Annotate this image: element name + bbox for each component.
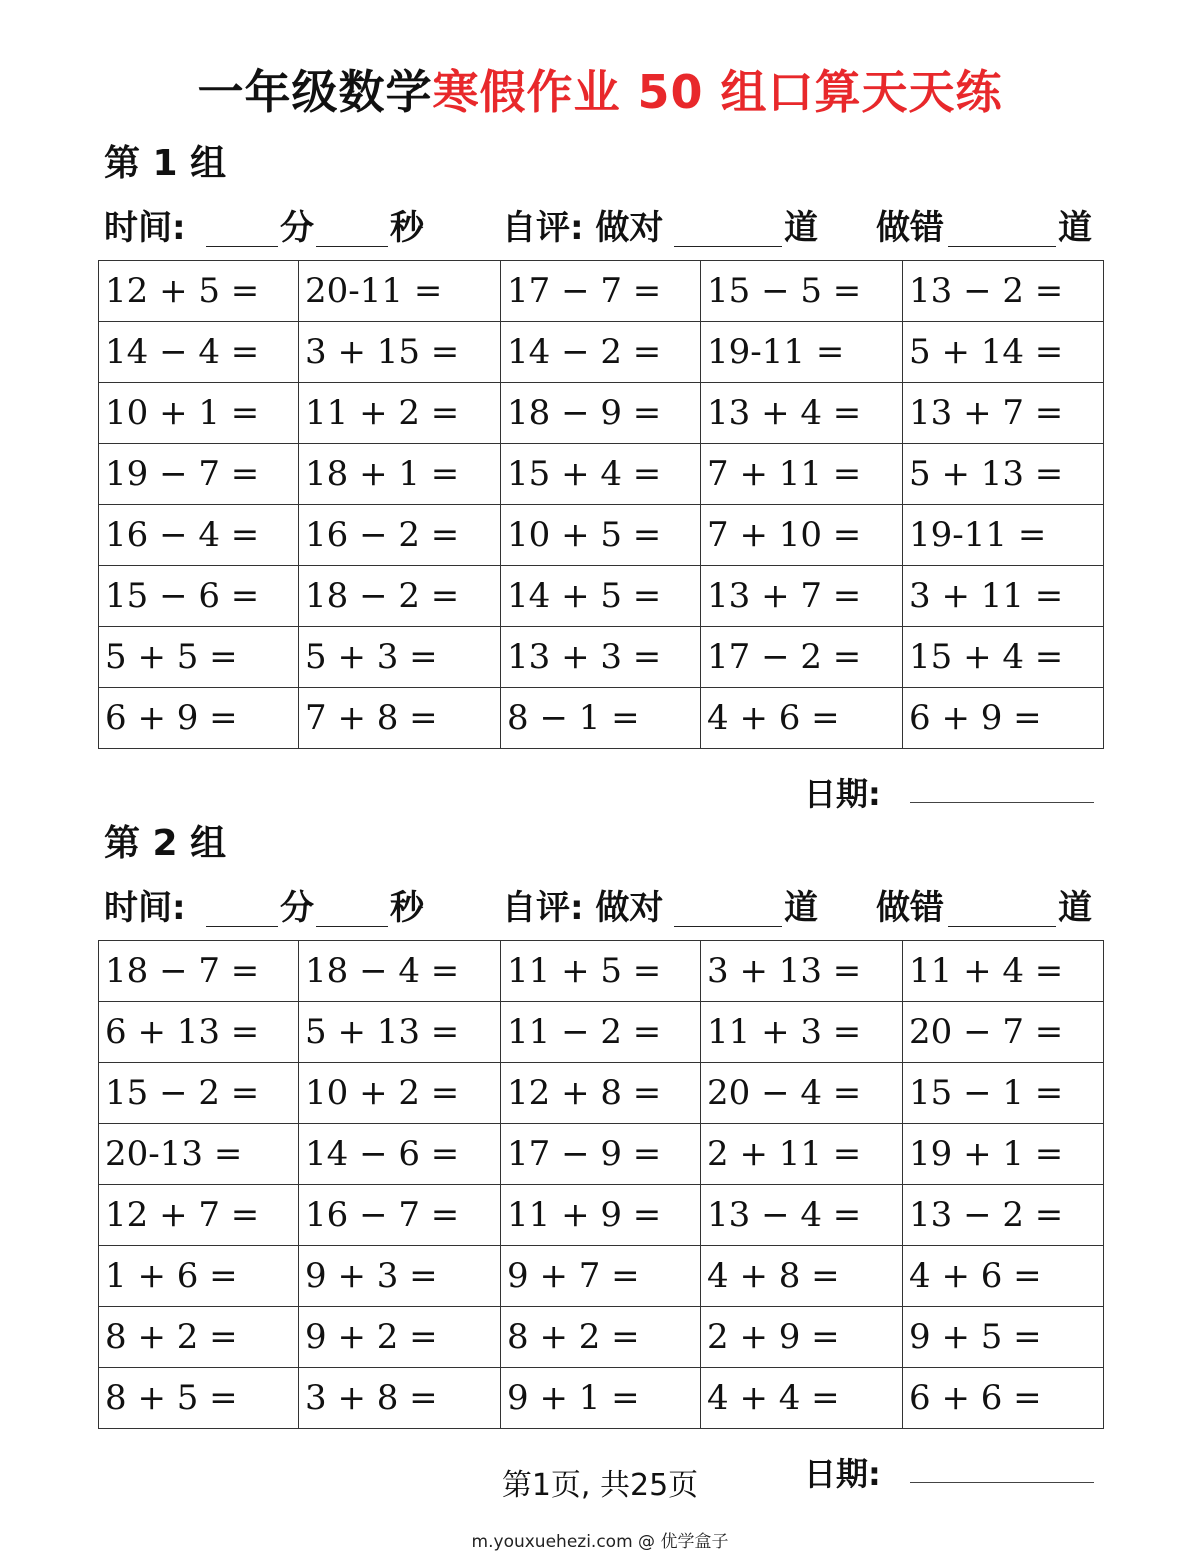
seconds-label: 秒 bbox=[390, 208, 424, 248]
correct-items-label: 道 bbox=[784, 208, 818, 248]
problem-cell[interactable]: 7 + 8 = bbox=[299, 688, 501, 749]
problem-cell[interactable]: 6 + 9 = bbox=[99, 688, 299, 749]
problem-cell[interactable]: 15 − 1 = bbox=[903, 1063, 1104, 1124]
correct-items-label: 道 bbox=[784, 888, 818, 928]
problem-cell[interactable]: 13 − 2 = bbox=[903, 261, 1104, 322]
problem-cell[interactable]: 11 + 4 = bbox=[903, 941, 1104, 1002]
watermark: m.youxuehezi.com @ 优学盒子 bbox=[471, 1532, 729, 1552]
problem-cell[interactable]: 12 + 7 = bbox=[99, 1185, 299, 1246]
self-eval-label: 自评: 做对 bbox=[502, 888, 664, 928]
info-row bbox=[104, 886, 1104, 930]
problem-cell[interactable]: 13 − 4 = bbox=[701, 1185, 903, 1246]
title-black-part: 一年级数学 bbox=[197, 65, 433, 119]
problem-cell[interactable]: 19 − 7 = bbox=[99, 444, 299, 505]
table-row bbox=[99, 1124, 1104, 1185]
problem-cell[interactable]: 12 + 8 = bbox=[501, 1063, 701, 1124]
problem-cell[interactable]: 17 − 2 = bbox=[701, 627, 903, 688]
problem-cell[interactable]: 11 − 2 = bbox=[501, 1002, 701, 1063]
problem-cell[interactable]: 15 + 4 = bbox=[903, 627, 1104, 688]
minutes-blank[interactable] bbox=[206, 246, 278, 247]
page-number: 第1页, 共25页 bbox=[501, 1468, 699, 1503]
problem-cell[interactable]: 20-13 = bbox=[99, 1124, 299, 1185]
table-row bbox=[99, 566, 1104, 627]
table-row bbox=[99, 1246, 1104, 1307]
seconds-blank[interactable] bbox=[316, 246, 388, 247]
table-row bbox=[99, 1307, 1104, 1368]
problem-cell[interactable]: 9 + 2 = bbox=[299, 1307, 501, 1368]
problem-cell[interactable]: 5 + 3 = bbox=[299, 627, 501, 688]
problem-cell[interactable]: 9 + 5 = bbox=[903, 1307, 1104, 1368]
problem-cell[interactable]: 4 + 6 = bbox=[903, 1246, 1104, 1307]
problem-cell[interactable]: 13 + 4 = bbox=[701, 383, 903, 444]
table-row bbox=[99, 627, 1104, 688]
problem-cell[interactable]: 20-11 = bbox=[299, 261, 501, 322]
problem-cell[interactable]: 4 + 4 = bbox=[701, 1368, 903, 1429]
problem-cell[interactable]: 18 − 9 = bbox=[501, 383, 701, 444]
wrong-items-label: 道 bbox=[1058, 888, 1092, 928]
minutes-blank[interactable] bbox=[206, 926, 278, 927]
table-row bbox=[99, 322, 1104, 383]
problem-cell[interactable]: 9 + 3 = bbox=[299, 1246, 501, 1307]
problem-cell[interactable]: 11 + 9 = bbox=[501, 1185, 701, 1246]
date-label: 日期: bbox=[804, 775, 881, 813]
time-label: 时间: bbox=[104, 208, 186, 248]
problem-cell[interactable]: 6 + 9 = bbox=[903, 688, 1104, 749]
wrong-label: 做错 bbox=[876, 208, 944, 248]
problem-cell[interactable]: 8 + 5 = bbox=[99, 1368, 299, 1429]
wrong-label: 做错 bbox=[876, 888, 944, 928]
problem-cell[interactable]: 5 + 14 = bbox=[903, 322, 1104, 383]
problem-cell[interactable]: 10 + 1 = bbox=[99, 383, 299, 444]
problem-cell[interactable]: 6 + 6 = bbox=[903, 1368, 1104, 1429]
title-red-part: 寒假作业 50 组口算天天练 bbox=[432, 65, 1003, 119]
problem-cell[interactable]: 11 + 3 = bbox=[701, 1002, 903, 1063]
problem-cell[interactable]: 8 − 1 = bbox=[501, 688, 701, 749]
problem-cell[interactable]: 5 + 13 = bbox=[299, 1002, 501, 1063]
problem-cell[interactable]: 19-11 = bbox=[903, 505, 1104, 566]
date-label: 日期: bbox=[804, 1455, 881, 1493]
problem-cell[interactable]: 14 − 6 = bbox=[299, 1124, 501, 1185]
date-blank[interactable] bbox=[910, 802, 1094, 803]
problem-cell[interactable]: 3 + 15 = bbox=[299, 322, 501, 383]
problem-cell[interactable]: 15 + 4 = bbox=[501, 444, 701, 505]
problem-cell[interactable]: 13 − 2 = bbox=[903, 1185, 1104, 1246]
problem-cell[interactable]: 13 + 7 = bbox=[701, 566, 903, 627]
problem-cell[interactable]: 3 + 11 = bbox=[903, 566, 1104, 627]
problem-cell[interactable]: 10 + 5 = bbox=[501, 505, 701, 566]
exercise-table bbox=[98, 940, 1104, 1429]
problem-cell[interactable]: 16 − 4 = bbox=[99, 505, 299, 566]
problem-cell[interactable]: 13 + 3 = bbox=[501, 627, 701, 688]
table-row bbox=[99, 444, 1104, 505]
seconds-blank[interactable] bbox=[316, 926, 388, 927]
problem-cell[interactable]: 20 − 4 = bbox=[701, 1063, 903, 1124]
problem-cell[interactable]: 14 − 2 = bbox=[501, 322, 701, 383]
problem-cell[interactable]: 18 − 4 = bbox=[299, 941, 501, 1002]
problem-cell[interactable]: 18 − 2 = bbox=[299, 566, 501, 627]
problem-cell[interactable]: 3 + 13 = bbox=[701, 941, 903, 1002]
problem-cell[interactable]: 5 + 13 = bbox=[903, 444, 1104, 505]
problem-cell[interactable]: 4 + 6 = bbox=[701, 688, 903, 749]
problem-cell[interactable]: 3 + 8 = bbox=[299, 1368, 501, 1429]
problem-cell[interactable]: 8 + 2 = bbox=[501, 1307, 701, 1368]
table-row bbox=[99, 1002, 1104, 1063]
table-row bbox=[99, 505, 1104, 566]
problem-cell[interactable]: 10 + 2 = bbox=[299, 1063, 501, 1124]
self-eval-label: 自评: 做对 bbox=[502, 208, 664, 248]
time-label: 时间: bbox=[104, 888, 186, 928]
group-title: 第 2 组 bbox=[104, 823, 227, 864]
problem-cell[interactable]: 4 + 8 = bbox=[701, 1246, 903, 1307]
problem-cell[interactable]: 17 − 9 = bbox=[501, 1124, 701, 1185]
problem-cell[interactable]: 18 + 1 = bbox=[299, 444, 501, 505]
problem-cell[interactable]: 19-11 = bbox=[701, 322, 903, 383]
problem-cell[interactable]: 2 + 9 = bbox=[701, 1307, 903, 1368]
minutes-label: 分 bbox=[280, 208, 314, 248]
problem-cell[interactable]: 2 + 11 = bbox=[701, 1124, 903, 1185]
table-row bbox=[99, 383, 1104, 444]
table-row bbox=[99, 688, 1104, 749]
problem-cell[interactable]: 13 + 7 = bbox=[903, 383, 1104, 444]
seconds-label: 秒 bbox=[390, 888, 424, 928]
problem-cell[interactable]: 14 + 5 = bbox=[501, 566, 701, 627]
problem-cell[interactable]: 12 + 5 = bbox=[99, 261, 299, 322]
problem-cell[interactable]: 9 + 7 = bbox=[501, 1246, 701, 1307]
problem-cell[interactable]: 18 − 7 = bbox=[99, 941, 299, 1002]
problem-cell[interactable]: 1 + 6 = bbox=[99, 1246, 299, 1307]
wrong-blank[interactable] bbox=[948, 926, 1056, 927]
problem-cell[interactable]: 19 + 1 = bbox=[903, 1124, 1104, 1185]
problem-cell[interactable]: 15 − 5 = bbox=[701, 261, 903, 322]
problem-cell[interactable]: 14 − 4 = bbox=[99, 322, 299, 383]
problem-cell[interactable]: 9 + 1 = bbox=[501, 1368, 701, 1429]
problem-cell[interactable]: 16 − 2 = bbox=[299, 505, 501, 566]
info-row bbox=[104, 206, 1104, 250]
problem-cell[interactable]: 15 − 6 = bbox=[99, 566, 299, 627]
table-row bbox=[99, 261, 1104, 322]
problem-cell[interactable]: 7 + 10 = bbox=[701, 505, 903, 566]
problem-cell[interactable]: 5 + 5 = bbox=[99, 627, 299, 688]
table-row bbox=[99, 1063, 1104, 1124]
problem-cell[interactable]: 17 − 7 = bbox=[501, 261, 701, 322]
wrong-blank[interactable] bbox=[948, 246, 1056, 247]
problem-cell[interactable]: 16 − 7 = bbox=[299, 1185, 501, 1246]
problem-cell[interactable]: 15 − 2 = bbox=[99, 1063, 299, 1124]
table-row bbox=[99, 1368, 1104, 1429]
page-title bbox=[0, 62, 1200, 122]
problem-cell[interactable]: 7 + 11 = bbox=[701, 444, 903, 505]
table-row bbox=[99, 941, 1104, 1002]
problem-cell[interactable]: 11 + 2 = bbox=[299, 383, 501, 444]
wrong-items-label: 道 bbox=[1058, 208, 1092, 248]
correct-blank[interactable] bbox=[674, 246, 782, 247]
problem-cell[interactable]: 6 + 13 = bbox=[99, 1002, 299, 1063]
table-row bbox=[99, 1185, 1104, 1246]
problem-cell[interactable]: 8 + 2 = bbox=[99, 1307, 299, 1368]
correct-blank[interactable] bbox=[674, 926, 782, 927]
problem-cell[interactable]: 11 + 5 = bbox=[501, 941, 701, 1002]
minutes-label: 分 bbox=[280, 888, 314, 928]
problem-cell[interactable]: 20 − 7 = bbox=[903, 1002, 1104, 1063]
exercise-table bbox=[98, 260, 1104, 749]
group-title: 第 1 组 bbox=[104, 143, 227, 184]
